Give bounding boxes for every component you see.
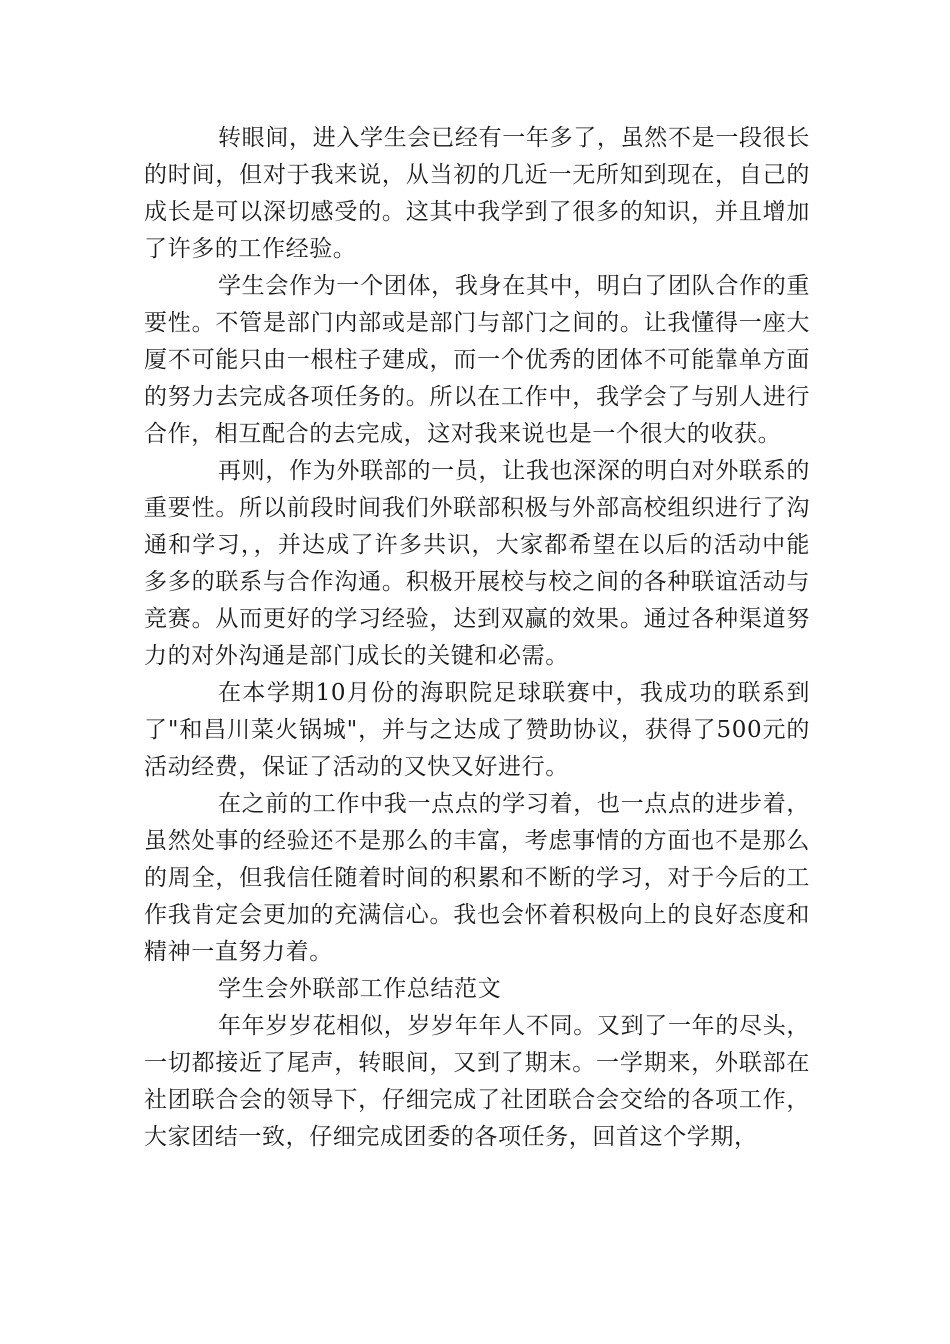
paragraph-reflection: 在之前的工作中我一点点的学习着，也一点点的进步着，虽然处事的经验还不是那么的丰富，考虑事情的方面也不是那么的周全，但我信任随着时间的积累和不断的学习，对于今后的工作我肯定会更加的充满信心。我也会怀着积极向上的良好态度和精神一直努力着。 [144,791,810,965]
document-body [144,120,810,1156]
paragraph-intro: 转眼间，进入学生会已经有一年多了，虽然不是一段很长的时间，但对于我来说，从当初的几近一无所知到现在，自己的成长是可以深切感受的。这其中我学到了很多的知识，并且增加了许多的工作经验。 [144,125,810,262]
section-title: 学生会外联部工作总结范文 [218,976,502,1002]
paragraph-external-relations: 再则，作为外联部的一员，让我也深深的明白对外联系的重要性。所以前段时间我们外联部积极与外部高校组织进行了沟通和学习，，并达成了许多共识，大家都希望在以后的活动中能多多的联系与合作沟通。积极开展校与校之间的各种联谊活动与竞赛。从而更好的学习经验，达到双赢的效果。通过各种渠道努力的对外沟通是部门成长的关键和必需。 [144,458,810,669]
paragraph-teamwork: 学生会作为一个团体，我身在其中，明白了团队合作的重要性。不管是部门内部或是部门与部门之间的。让我懂得一座大厦不可能只由一根柱子建成，而一个优秀的团体不可能靠单方面的努力去完成各项任务的。所以在工作中，我学会了与别人进行合作，相互配合的去完成，这对我来说也是一个很大的收获。 [144,273,810,447]
paragraph-sponsorship: 在本学期10月份的海职院足球联赛中，我成功的联系到了"和昌川菜火锅城"，并与之达成了赞助协议，获得了500元的活动经费，保证了活动的又快又好进行。 [144,680,810,780]
paragraph-section-opening: 年年岁岁花相似，岁岁年年人不同。又到了一年的尽头，一切都接近了尾声，转眼间，又到了期末。一学期来，外联部在社团联合会的领导下，仔细完成了社团联合会交给的各项工作，大家团结一致，仔细完成团委的各项任务，回首这个学期， [144,1013,810,1150]
